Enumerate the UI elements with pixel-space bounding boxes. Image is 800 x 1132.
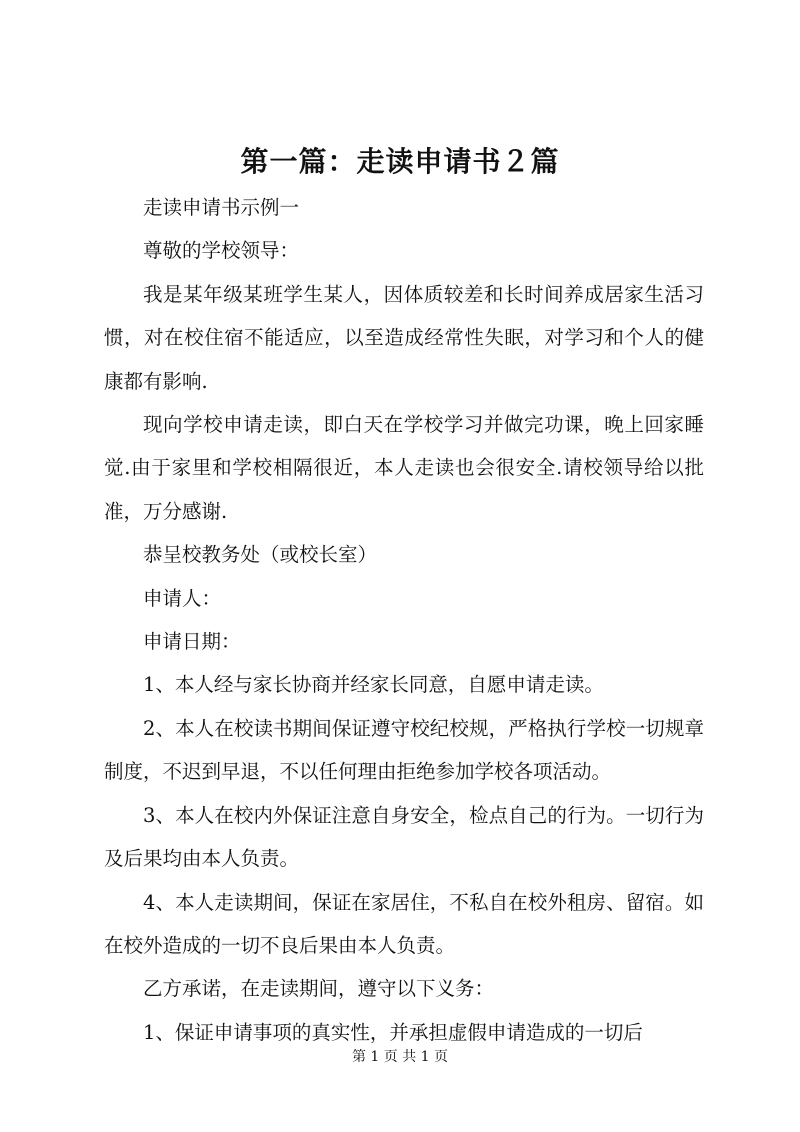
paragraph-commitment-1: 1、保证申请事项的真实性，并承担虚假申请造成的一切后 <box>143 1020 643 1044</box>
paragraph-salutation: 尊敬的学校领导： <box>143 239 300 263</box>
paragraph-applicant: 申请人： <box>143 586 222 610</box>
paragraph-item-4: 4、本人走读期间，保证在家居住，不私自在校外租房、留宿。如在校外造成的一切不良后果由本人负责。 <box>104 890 704 957</box>
document-body <box>104 186 704 1054</box>
paragraph-example-heading: 走读申请书示例一 <box>143 196 300 219</box>
paragraph-request: 现向学校申请走读，即白天在学校学习并做完功课，晚上回家睡觉.由于家里和学校相隔很近，本人走读也会很安全.请校领导给以批准，万分感谢. <box>104 413 704 523</box>
paragraph-date: 申请日期： <box>143 630 241 654</box>
paragraph-item-1: 1、本人经与家长协商并经家长同意，自愿申请走读。 <box>143 673 604 697</box>
paragraph-item-2: 2、本人在校读书期间保证遵守校纪校规，严格执行学校一切规章制度，不迟到早退，不以任何理由拒绝参加学校各项活动。 <box>104 716 704 784</box>
document-title: 第一篇：走读申请书２篇 <box>240 145 560 178</box>
page-number-footer: 第 1 页 共 1 页 <box>351 1049 449 1065</box>
paragraph-item-3: 3、本人在校内外保证注意自身安全，检点自己的行为。一切行为及后果均由本人负责。 <box>104 803 704 871</box>
paragraph-commitment-heading: 乙方承诺，在走读期间，遵守以下义务： <box>143 977 495 1001</box>
paragraph-recipient: 恭呈校教务处（或校长室） <box>143 543 378 567</box>
paragraph-reason: 我是某年级某班学生某人，因体质较差和长时间养成居家生活习惯，对在校住宿不能适应，以至造成经常性失眠，对学习和个人的健康都有影响. <box>104 282 704 393</box>
